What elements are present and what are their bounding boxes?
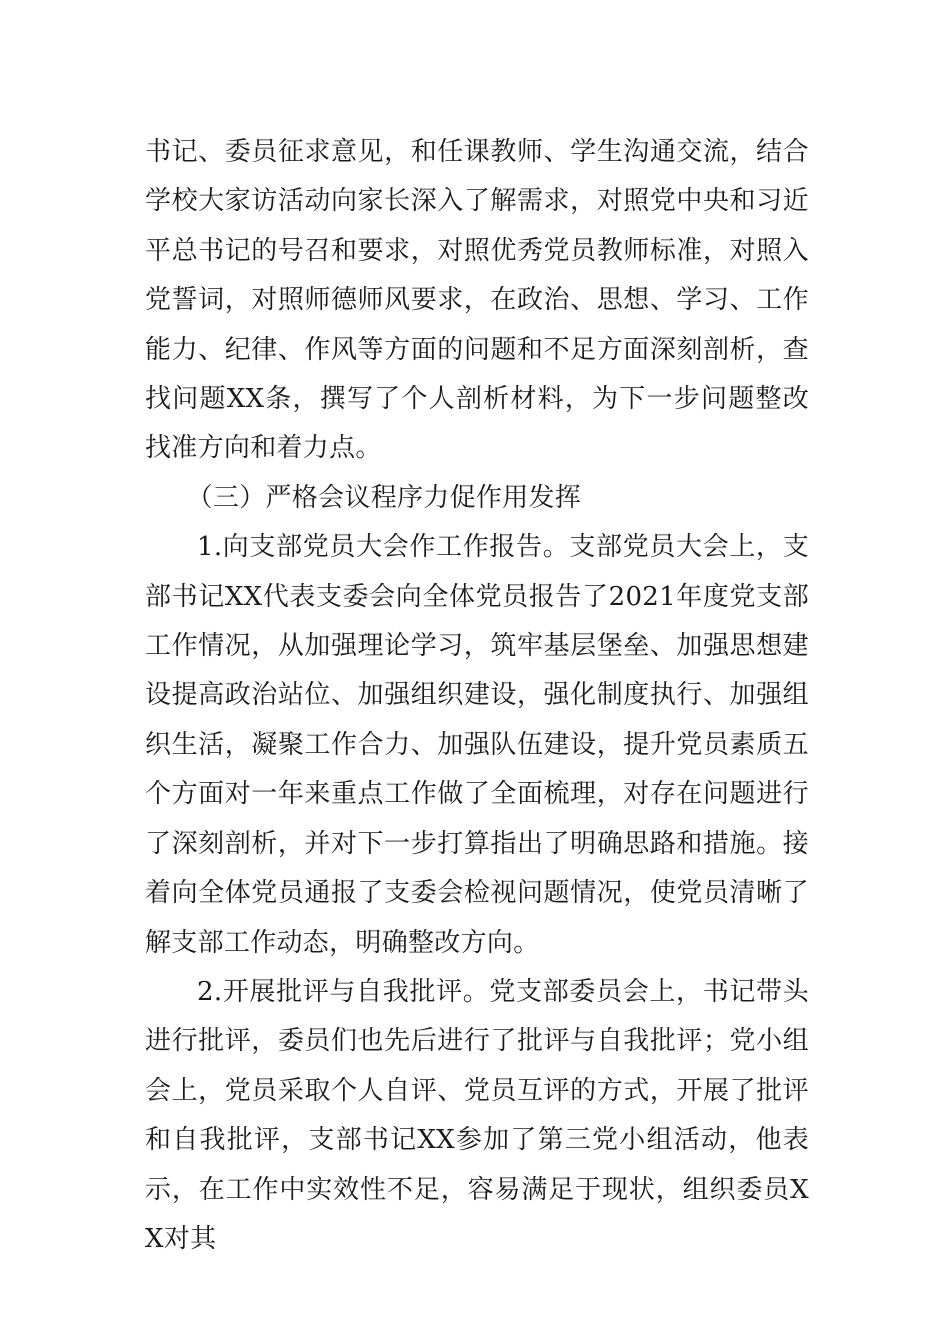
section-heading: （三）严格会议程序力促作用发挥 — [186, 482, 582, 513]
document-body — [145, 128, 809, 1264]
paragraph-criticism: 2.开展批评与自我批评。党支部委员会上，书记带头进行批评，委员们也先后进行了批评与自我批评；党小组会上，党员采取个人自评、党员互评的方式，开展了批评和自我批评，支部书记XX参加了第三党小组活动，他表示，在工作中实效性不足，容易满足于现状，组织委员XX对其 — [145, 976, 809, 1254]
paragraph-work-report: 1.向支部党员大会作工作报告。支部党员大会上，支部书记XX代表支委会向全体党员报告了2021年度党支部工作情况，从加强理论学习，筑牢基层堡垒、加强思想建设提高政治站位、加强组织建设，强化制度执行、加强组织生活，凝聚工作合力、加强队伍建设，提升党员素质五个方面对一年来重点工作做了全面梳理，对存在问题进行了深刻剖析，并对下一步打算指出了明确思路和措施。接着向全体党员通报了支委会检视问题情况，使党员清晰了解支部工作动态，明确整改方向。 — [145, 532, 809, 958]
paragraph-continuation: 书记、委员征求意见，和任课教师、学生沟通交流，结合学校大家访活动向家长深入了解需求，对照党中央和习近平总书记的号召和要求，对照优秀党员教师标准，对照入党誓词，对照师德师风要求，在政治、思想、学习、工作能力、纪律、作风等方面的问题和不足方面深刻剖析，查找问题XX条，撰写了个人剖析材料，为下一步问题整改找准方向和着力点。 — [145, 137, 809, 464]
